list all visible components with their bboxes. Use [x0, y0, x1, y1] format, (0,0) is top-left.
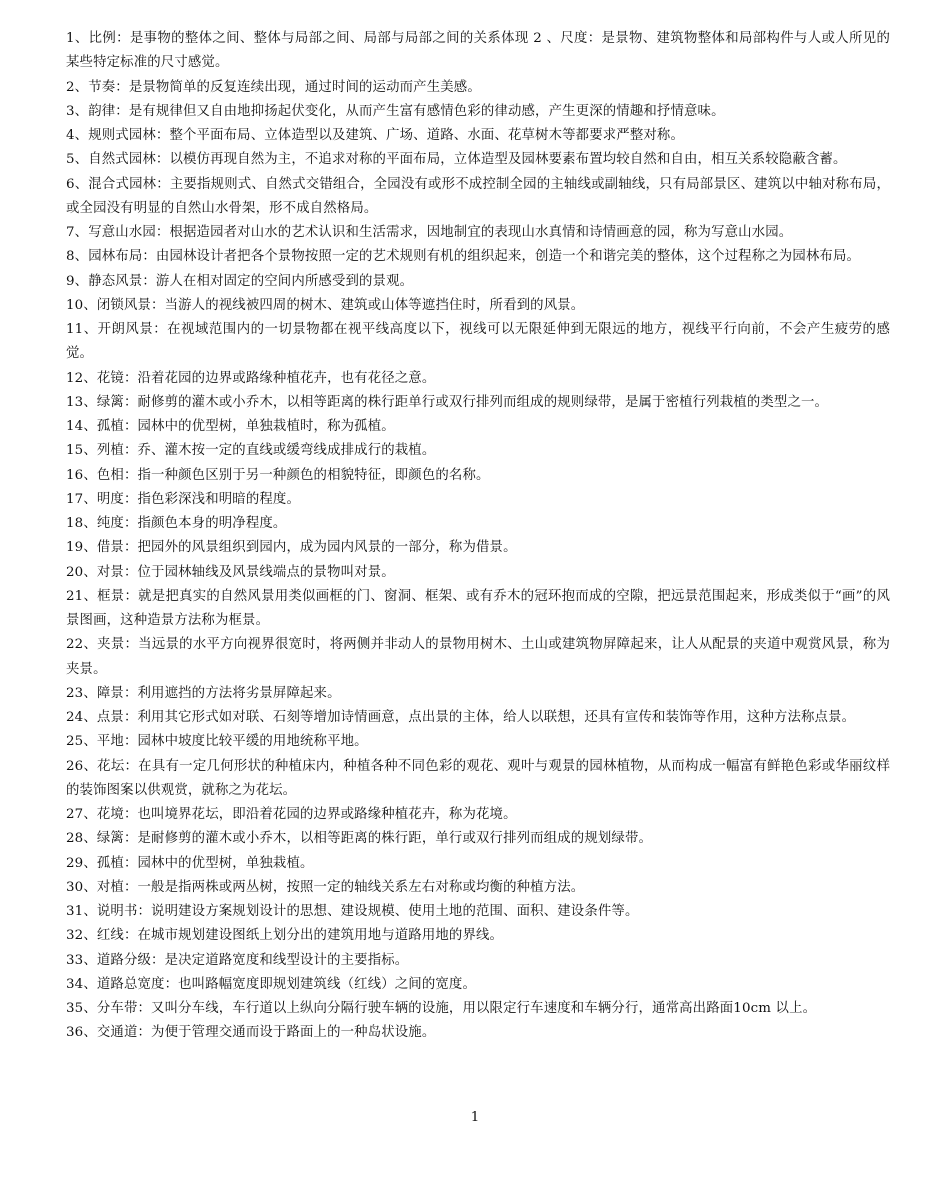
glossary-item-25: 25、平地：园林中坡度比较平缓的用地统称平地。 — [66, 734, 368, 750]
glossary-item-31: 31、说明书：说明建设方案规划设计的思想、建设规模、使用土地的范围、面积、建设条件等。 — [66, 904, 639, 919]
glossary-item-2: 2、节奏：是景物简单的反复连续出现，通过时间的运动而产生美感。 — [66, 79, 481, 95]
glossary-item-14: 14、孤植：园林中的优型树，单独栽植时，称为孤植。 — [66, 419, 395, 434]
glossary-item-26: 26、花坛：在具有一定几何形状的种植床内，种植各种不同色彩的观花、观叶与观景的园林植物，从而构成一幅富有鲜艳色彩或华丽纹样的装饰图案以供观赏，就称之为花坛。 — [66, 758, 890, 798]
glossary-item-12: 12、花镜：沿着花园的边界或路缘种植花卉，也有花径之意。 — [66, 370, 436, 386]
glossary-item-29: 29、孤植：园林中的优型树，单独栽植。 — [66, 855, 314, 871]
glossary-item-9: 9、静态风景：游人在相对固定的空间内所感受到的景观。 — [66, 273, 414, 289]
glossary-item-35: 35、分车带：又叫分车线，车行道以上纵向分隔行驶车辆的设施，用以限定行车速度和车辆分行，通常高出路面10cm 以上。 — [66, 1001, 817, 1016]
glossary-item-27: 27、花境：也叫境界花坛，即沿着花园的边界或路缘种植花卉，称为花境。 — [66, 807, 517, 822]
glossary-item-8: 8、园林布局：由园林设计者把各个景物按照一定的艺术规则有机的组织起来，创造一个和谐完美的整体，这个过程称之为园林布局。 — [66, 249, 861, 265]
glossary-item-36: 36、交通道：为便于管理交通而设于路面上的一种岛状设施。 — [66, 1025, 436, 1041]
glossary-item-17: 17、明度：指色彩深浅和明暗的程度。 — [66, 491, 300, 507]
glossary-item-10: 10、闭锁风景：当游人的视线被四周的树木、建筑或山体等遮挡住时，所看到的风景。 — [66, 297, 585, 313]
glossary-item-19: 19、借景：把园外的风景组织到园内，成为园内风景的一部分，称为借景。 — [66, 540, 517, 556]
glossary-item-3: 3、韵律：是有规律但又自由地抑扬起伏变化，从而产生富有感情色彩的律动感，产生更深的情趣和抒情意味。 — [66, 103, 725, 119]
glossary-item-28: 28、绿篱：是耐修剪的灌木或小乔木，以相等距离的株行距，单行或双行排列而组成的规划绿带。 — [66, 831, 653, 847]
glossary-item-33: 33、道路分级：是决定道路宽度和线型设计的主要指标。 — [66, 952, 409, 968]
page-number: 1 — [470, 1110, 480, 1125]
glossary-item-7: 7、写意山水园：根据造园者对山水的艺术认识和生活需求，因地制宜的表现山水真情和诗情画意的园，称为写意山水园。 — [66, 225, 793, 240]
glossary-item-24: 24、点景：利用其它形式如对联、石刻等增加诗情画意，点出景的主体，给人以联想，还具有宣传和装饰等作用，这种方法称点景。 — [66, 710, 856, 725]
glossary-item-22: 22、夹景：当远景的水平方向视界很宽时，将两侧并非动人的景物用树木、土山或建筑物屏障起来，让人从配景的夹道中观赏风景，称为夹景。 — [66, 637, 890, 677]
glossary-item-23: 23、障景：利用遮挡的方法将劣景屏障起来。 — [66, 685, 341, 701]
glossary-item-1: 1、比例：是事物的整体之间、整体与局部之间、局部与局部之间的关系体现 2 、尺度：是景物、建筑物整体和局部构件与人或人所见的某些特定标准的尺寸感觉。 — [66, 31, 890, 71]
glossary-item-13: 13、绿篱：耐修剪的灌木或小乔木，以相等距离的株行距单行或双行排列而组成的规则绿带，是属于密植行列栽植的类型之一。 — [66, 394, 829, 410]
glossary-item-18: 18、纯度：指颜色本身的明净程度。 — [66, 516, 287, 531]
glossary-item-34: 34、道路总宽度：也叫路幅宽度即规划建筑线（红线）之间的宽度。 — [66, 976, 477, 992]
glossary-item-11: 11、开朗风景：在视域范围内的一切景物都在视平线高度以下，视线可以无限延伸到无限远的地方，视线平行向前，不会产生疲劳的感觉。 — [66, 322, 890, 362]
glossary-item-30: 30、对植：一般是指两株或两丛树，按照一定的轴线关系左右对称或均衡的种植方法。 — [66, 879, 585, 895]
glossary-item-21: 21、框景：就是把真实的自然风景用类似画框的门、窗洞、框架、或有乔木的冠环抱而成的空隙，把远景范围起来，形成类似于“画”的风景图画，这种造景方法称为框景。 — [66, 588, 890, 628]
glossary-list — [66, 27, 890, 1046]
glossary-item-15: 15、列植：乔、灌木按一定的直线或缓弯线成排成行的栽植。 — [66, 443, 436, 459]
glossary-item-6: 6、混合式园林：主要指规则式、自然式交错组合，全园没有或形不成控制全园的主轴线或副轴线，只有局部景区、建筑以中轴对称布局，或全园没有明显的自然山水骨架，形不成自然格局。 — [66, 176, 890, 216]
glossary-item-16: 16、色相：指一种颜色区别于另一种颜色的相貌特征，即颜色的名称。 — [66, 467, 490, 483]
glossary-item-20: 20、对景：位于园林轴线及风景线端点的景物叫对景。 — [66, 564, 395, 580]
glossary-item-32: 32、红线：在城市规划建设图纸上划分出的建筑用地与道路用地的界线。 — [66, 928, 504, 944]
glossary-item-5: 5、自然式园林：以模仿再现自然为主，不追求对称的平面布局，立体造型及园林要素布置均较自然和自由，相互关系较隐蔽含蓄。 — [66, 152, 847, 168]
glossary-item-4: 4、规则式园林：整个平面布局、立体造型以及建筑、广场、道路、水面、花草树木等都要求严整对称。 — [66, 128, 684, 143]
